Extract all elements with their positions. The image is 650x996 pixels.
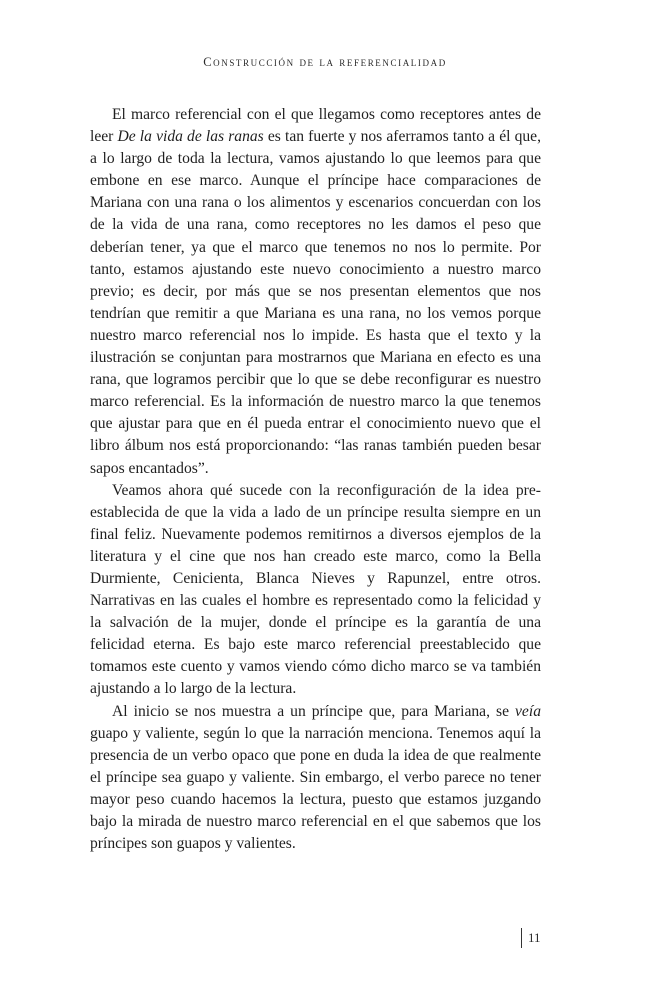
body-text <box>90 104 541 855</box>
paragraph <box>90 104 541 480</box>
text-run: Veamos ahora qué sucede con la reconfiguración de la idea preestablecida de que la vida a lado de un príncipe resulta siempre en un final feliz. Nuevamente podemos remitirnos a diversos ejemplos de la literatura y el cine que nos han creado este marco, como la Bella Durmiente, Cenicienta, Blanca Nieves y Rapunzel, entre otros. Narrativas en las cuales el hombre es representado como la felicidad y la salvación de la mujer, donde el príncipe es la garantía de una felicidad eterna. Es bajo este marco referencial preestablecido que tomamos este cuento y vamos viendo cómo dicho marco se va también ajustando a lo largo de la lectura. <box>90 481 541 698</box>
paragraph <box>90 701 541 856</box>
page-number: 11 <box>521 928 541 948</box>
text-run: es tan fuerte y nos aferramos tanto a él que, a lo largo de toda la lectura, vamos ajustando lo que leemos para que embone en ese marco. Aunque el príncipe hace comparaciones de Mariana con una rana o los alimentos y escenarios concuerdan con los de la vida de una rana, como receptores no les damos el peso que deberían tener, ya que el marco que tenemos no nos lo permite. Por tanto, estamos ajustando este nuevo conocimiento a nuestro marco previo; es decir, por más que se nos presentan elementos que nos tendrían que remitir a que Mariana es una rana, no los vemos porque nuestro marco referencial nos lo impide. Es hasta que el texto y la ilustración se conjuntan para mostrarnos que Mariana en efecto es una rana, que logramos percibir que lo que se debe reconfigurar es nuestro marco referencial. Es la información de nuestro marco la que tenemos que ajustar para que en él pueda entrar el conocimiento nuevo que el libro álbum nos está proporcionando: “las ranas también pueden besar sapos encantados”. <box>90 128 541 477</box>
paragraph <box>90 480 541 701</box>
running-head: Construcción de la referencialidad <box>203 55 447 69</box>
text-run: guapo y valiente, según lo que la narración menciona. Tenemos aquí la presencia de un verbo opaco que pone en duda la idea de que realmente el príncipe sea guapo y valiente. Sin embargo, el verbo parece no tener mayor peso cuando hacemos la lectura, puesto que estamos juzgando bajo la mirada de nuestro marco referencial en el que sabemos que los príncipes son guapos y valientes. <box>90 724 541 853</box>
text-run: El marco referencial con el que llegamos como receptores antes de leer <box>90 106 541 146</box>
italic-text: De la vida de las ranas <box>117 128 264 146</box>
italic-text: veía <box>515 702 541 720</box>
text-run: Al inicio se nos muestra a un príncipe que, para Mariana, se <box>112 702 516 720</box>
